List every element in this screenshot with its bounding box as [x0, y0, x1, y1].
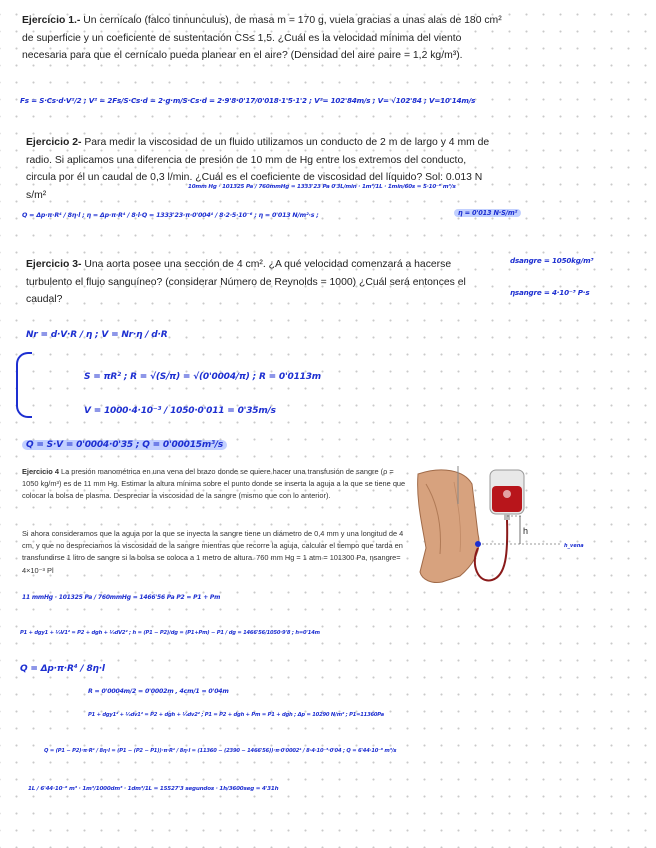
exercise-2-conversions: 10mm Hg · 101325 Pa / 760mmHg = 1333'23 Pa 0'3L/min · 1m³/1L · 1min/60s = 5·10⁻⁶ m³/s: [188, 184, 456, 190]
exercise-1-text: Un cernícalo (falco tinnunculus), de masa m = 170 g, vuela gracias a unas alas de 180 cm² de superficie y un coeficiente de sustentación CS≤ 1,5. ¿Cuál es la velocidad mínima del viento necesaria para que el cernícalo pueda planear en el aire? (Densidad del aire ρaire = 1,2 kg/m³).: [22, 15, 502, 61]
exercise-3-line-3: V = 1000·4·10⁻³ / 1050·0'011 = 0'35m/s: [84, 406, 276, 416]
exercise-3-answer: Q = S·V = 0'0004·0'35 ; Q = 0'00015m³/s: [22, 440, 227, 450]
height-label: h: [523, 526, 529, 536]
exercise-3-line-4: [22, 440, 227, 450]
needle-point: [475, 541, 481, 547]
exercise-3-viscosity-note: ηsangre = 4·10⁻³ P·s: [510, 288, 590, 297]
exercise-1-statement: [22, 12, 502, 65]
transfusion-tube: [475, 520, 507, 581]
plasma-bag: [490, 470, 524, 520]
exercise-4-text-1: La presión manométrica en una vena del brazo donde se quiere hacer una transfusión de sangre (ρ = 1050 kg/m³) es de 11 mm Hg. Estimar la altura mínima sobre el punto donde se inserta la aguja a la que se tiene que colocar la bolsa de plasma. Despreciar la viscosidad de la sangre (mismo que con lo anterior).: [22, 467, 406, 501]
exercise-1-title: Ejercicio 1.-: [22, 15, 81, 26]
exercise-4-statement-1: [22, 466, 410, 503]
exercise-2-answer-highlight: [454, 209, 521, 217]
exercise-3-text: Una aorta posee una sección de 4 cm². ¿A qué velocidad comenzará a hacerse turbulento el flujo sanguíneo? (considerar Número de Reynolds = 1000) ¿Cuál será entonces el caudal?: [26, 259, 466, 305]
exercise-3-title: Ejercicio 3-: [26, 259, 82, 270]
exercise-4-line-6: Q = (P1 − P2)·π·R⁴ / 8η·l = (P1 − (P2 − P1))·π·R⁴ / 8η·l = (11360 − (2390 − 1466'56))·π·0'0002⁴ / 8·4·10⁻³·0'04 ; Q = 6'44·10⁻⁸ m³/s: [44, 748, 397, 754]
exercise-3-line-1: Nr = d·V·R / η ; V = Nr·η / d·R: [26, 330, 168, 340]
exercise-3-bracket: [16, 352, 32, 418]
exercise-4-line-7: 1L / 6'44·10⁻⁸ m³ · 1m³/1000dm³ · 1dm³/1L = 15527'3 segundos · 1h/3600seg = 4'31h: [28, 786, 279, 792]
height-vein-label: h_vena: [564, 543, 584, 549]
exercise-3-density-note: dsangre = 1050kg/m³: [510, 256, 594, 265]
exercise-3-statement: [26, 256, 466, 309]
transfusion-figure: [412, 464, 648, 588]
exercise-2-answer: η = 0'013 N·S/m²: [454, 209, 521, 217]
exercise-4-line-5: P1 + dgy1² + ½dv1² = P2 + dgh + ½dv2² ; P1 = P2 + dgh + Pm = P1 + dgh ; Δp = 10290 N/m² ; P1=11360Pa: [88, 712, 384, 718]
exercise-2-title: Ejercicio 2-: [26, 137, 82, 148]
exercise-4-statement-2: [22, 528, 410, 577]
exercise-3-line-2: S = πR² ; R = √(S/π) = √(0'0004/π) ; R = 0'0113m: [84, 372, 321, 382]
exercise-4-line-2: P1 + dgy1 + ½V1² = P2 + dgh + ½dV2² ; h = (P1 − P2)/dg = (P1+Pm) − P1 / dg = 1466'56/1050·9'8 ; h=0'14m: [20, 630, 320, 636]
exercise-4-line-4: R = 0'0004m/2 = 0'0002m , 4cm/1 = 0'04m: [88, 688, 229, 695]
exercise-4-line-1: 11 mmHg · 101325 Pa / 760mmHg = 1466'56 Pa P2 = P1 + Pm: [22, 594, 221, 601]
exercise-2-text: Para medir la viscosidad de un fluido utilizamos un conducto de 2 m de largo y 4 mm de radio. Si aplicamos una diferencia de presión de 10 mm de Hg entre los extremos del conducto, circula por él un caudal de 0,3 l/min. ¿Cuál es el coeficiente de viscosidad del líquido? Sol: 0.013 N s/m²: [26, 137, 490, 201]
arm-illustration: [418, 470, 479, 583]
exercise-4-title: Ejercicio 4: [22, 467, 59, 476]
exercise-2-handwritten-solution: Q = Δp·π·R⁴ / 8η·l ; η = Δp·π·R⁴ / 8·l·Q = 1333'23·π·0'004⁴ / 8·2·5·10⁻⁶ ; η = 0'013 N/m²·s ;: [22, 212, 319, 219]
exercise-4-line-3: Q = Δp·π·R⁴ / 8η·l: [20, 664, 105, 674]
exercise-4-text-2: Si ahora consideramos que la aguja por la que se inyecta la sangre tiene un diámetro de 0,4 mm y una longitud de 4 cm, y que no despreciamos la viscosidad de la sangre mientras que recorre la aguja, calcular el tiempo que tarda en transfundirse 1 litro de sangre si la bolsa se coloca a 1 metro de altura. 760 mm Hg = 1 atm = 101300 Pa, ηsangre= 4×10⁻³ Pl: [22, 529, 404, 575]
exercise-1-handwritten-solution: Fs = S·Cs·d·V²/2 ; V² = 2Fs/S·Cs·d = 2·g·m/S·Cs·d = 2·9'8·0'17/0'018·1'5·1'2 ; V²= 102'84m/s ; V= √102'84 ; V=10'14m/s: [20, 96, 476, 105]
exercise-2-statement: [26, 134, 496, 204]
